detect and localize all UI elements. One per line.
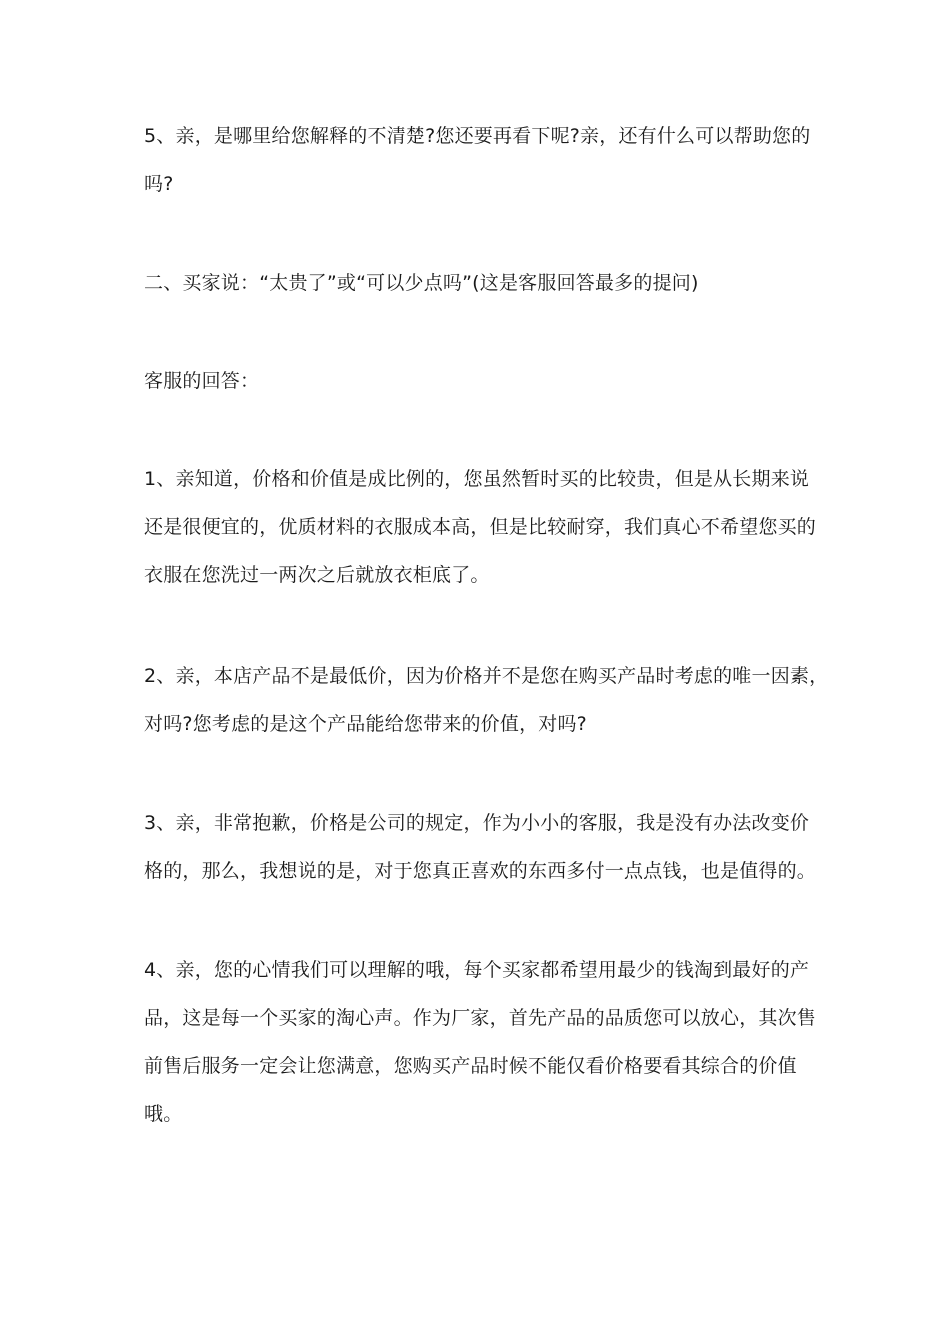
section-heading [144, 259, 824, 307]
answer-item-1 [144, 455, 824, 599]
text-line: 前售后服务一定会让您满意，您购买产品时候不能仅看价格要看其综合的价值 [144, 1055, 797, 1077]
text-line: 衣服在您洗过一两次之后就放衣柜底了。 [144, 564, 490, 586]
text-line: 对吗?您考虑的是这个产品能给您带来的价值，对吗? [144, 713, 587, 735]
text-line: 1、亲知道，价格和价值是成比例的，您虽然暂时买的比较贵，但是从长期来说 [144, 468, 810, 490]
text-line: 还是很便宜的，优质材料的衣服成本高，但是比较耐穿，我们真心不希望您买的 [144, 516, 817, 538]
answer-item-3 [144, 799, 824, 895]
text-line: 2、亲，本店产品不是最低价，因为价格并不是您在购买产品时考虑的唯一因素， [144, 665, 829, 687]
text-line: 3、亲，非常抱歉，价格是公司的规定，作为小小的客服，我是没有办法改变价 [144, 812, 810, 834]
answer-item-2 [144, 652, 829, 748]
text-line: 格的，那么，我想说的是，对于您真正喜欢的东西多付一点点钱，也是值得的。 [144, 860, 817, 882]
text-line: 4、亲，您的心情我们可以理解的哦，每个买家都希望用最少的钱淘到最好的产 [144, 959, 810, 981]
text-line: 品，这是每一个买家的淘心声。作为厂家，首先产品的品质您可以放心，其次售 [144, 1007, 817, 1029]
text-line: 客服的回答： [144, 370, 260, 392]
text-line: 吗? [144, 173, 174, 195]
text-line: 二、买家说：“太贵了”或“可以少点吗”(这是客服回答最多的提问) [144, 272, 699, 294]
text-line: 哦。 [144, 1103, 183, 1125]
answer-label [144, 357, 824, 405]
text-line: 5、亲，是哪里给您解释的不清楚?您还要再看下呢?亲，还有什么可以帮助您的 [144, 125, 811, 147]
paragraph-item-5 [144, 112, 824, 208]
answer-item-4 [144, 946, 824, 1138]
